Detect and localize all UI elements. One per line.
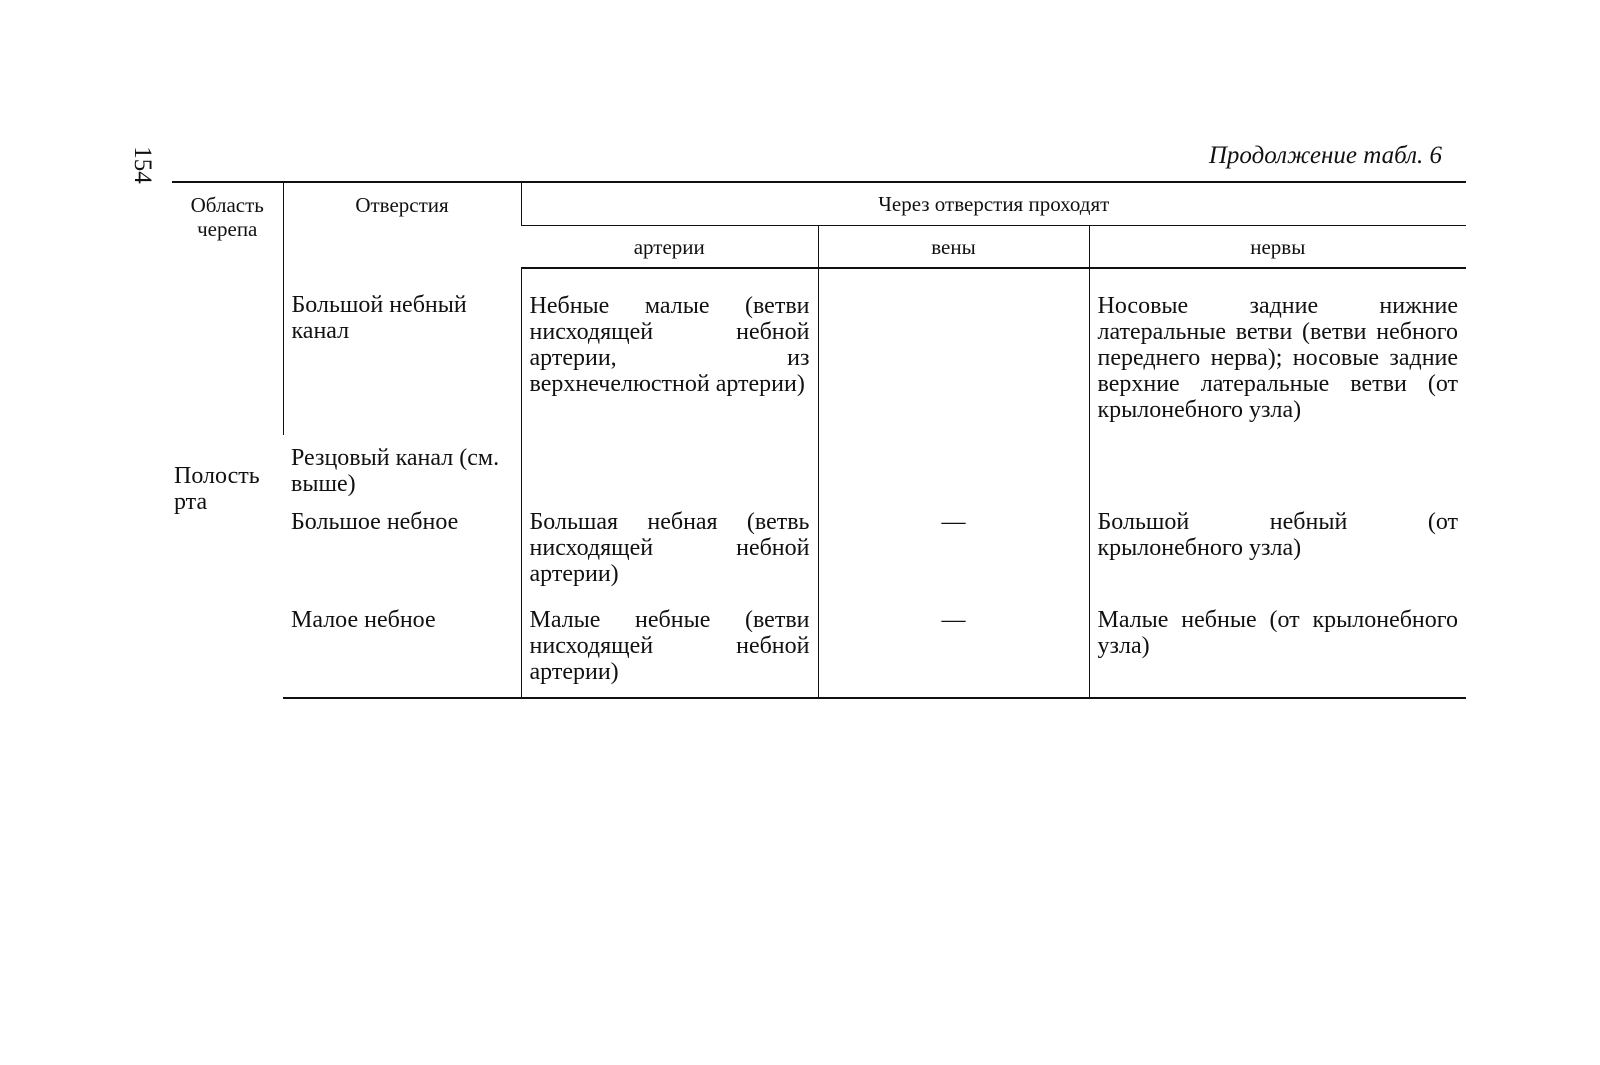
- opening-cell: Резцовый канал (см. выше): [291, 445, 500, 497]
- opening-cell: Большое небное: [291, 509, 459, 535]
- page-number: 154: [129, 146, 156, 184]
- nerves-cell: Малые небные (от крылонебного узла): [1089, 597, 1466, 698]
- foramina-table: [172, 181, 1466, 699]
- header-opening: Отверстия: [283, 182, 521, 268]
- header-row-top: [172, 182, 1466, 226]
- table-container: [172, 181, 1466, 699]
- header-nerves: нервы: [1089, 226, 1466, 269]
- table-row: [172, 268, 1466, 435]
- table-row: [172, 597, 1466, 698]
- veins-cell: —: [818, 597, 1089, 698]
- table-row: [172, 499, 1466, 597]
- header-arteries: артерии: [521, 226, 818, 269]
- region-cell: Полость рта: [174, 463, 260, 515]
- veins-cell: [818, 435, 1089, 499]
- arteries-cell: Малые небные (ветви нисходящей небной артерии): [521, 597, 818, 698]
- header-veins: вены: [818, 226, 1089, 269]
- veins-cell: [818, 268, 1089, 435]
- arteries-cell: [521, 435, 818, 499]
- opening-cell: Малое небное: [283, 597, 521, 698]
- nerves-cell: Носовые задние нижние латеральные ветви (ветви небного переднего нерва); носовые задние верхние латеральные ветви (от крылонебного узла): [1089, 268, 1466, 435]
- header-region: Область черепа: [172, 182, 283, 268]
- table-row: [172, 435, 1466, 499]
- arteries-cell: Небные малые (ветви нисходящей небной артерии, из верхнечелюстной артерии): [521, 268, 818, 435]
- opening-cell: Большой небный канал: [283, 268, 521, 435]
- veins-cell: —: [818, 499, 1089, 597]
- header-through: Через отверстия проходят: [521, 182, 1466, 226]
- arteries-cell: Большая небная (ветвь нисходящей небной артерии): [521, 499, 818, 597]
- nerves-cell: Большой небный (от крылонебного узла): [1089, 499, 1466, 597]
- table-caption: Продолжение табл. 6: [1208, 142, 1442, 169]
- nerves-cell: [1089, 435, 1466, 499]
